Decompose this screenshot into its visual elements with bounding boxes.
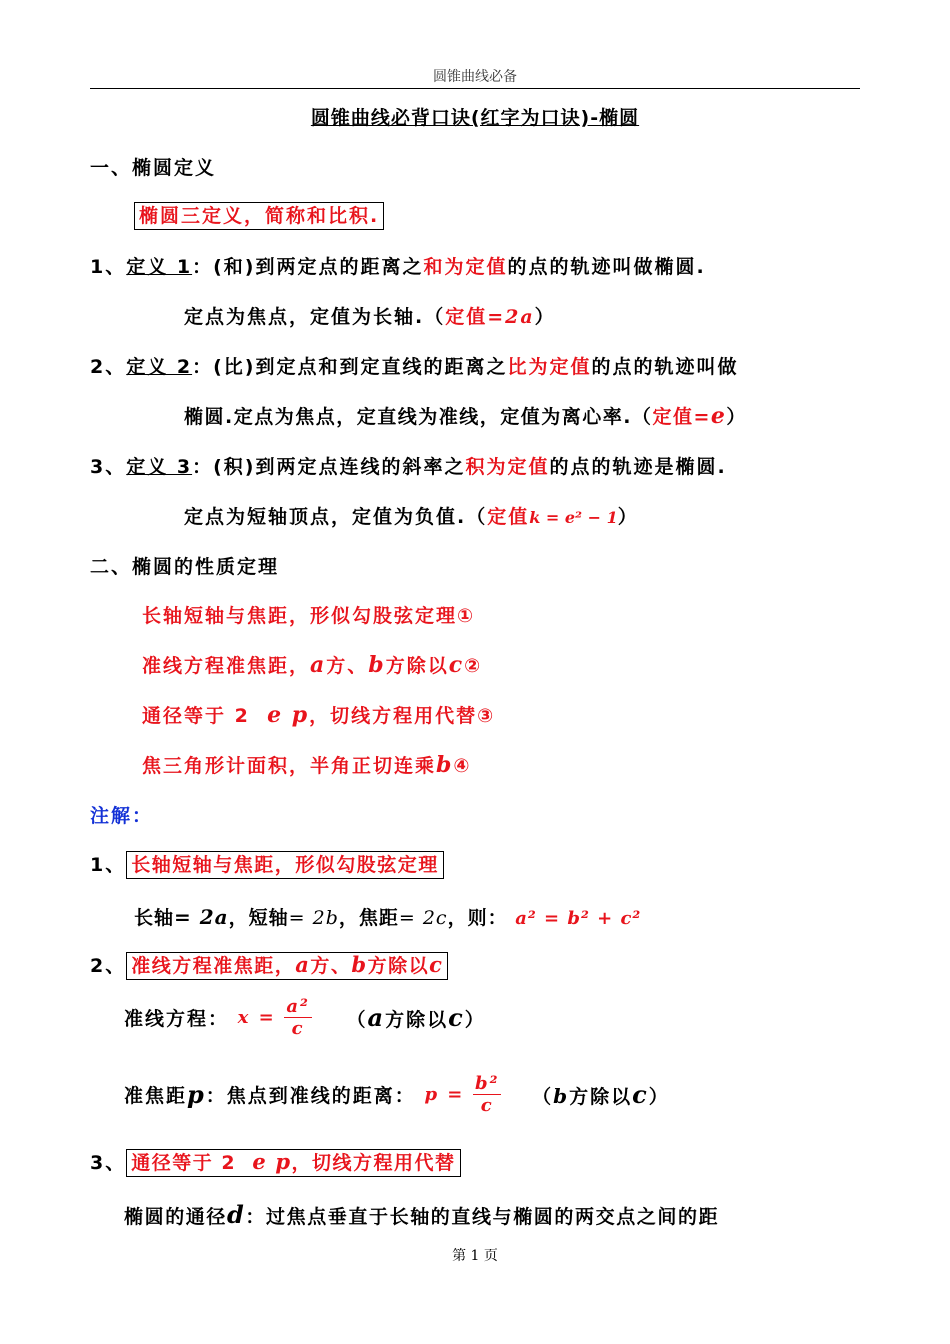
rhyme-line-4: [142, 751, 472, 778]
rhyme2-b: 方、: [326, 655, 369, 677]
notes-label: 注解：: [90, 805, 154, 827]
focal-parameter-line: [124, 1073, 670, 1116]
var-c: c: [429, 952, 444, 977]
p-fraction: [473, 1073, 501, 1116]
var-c: c: [448, 652, 465, 678]
definition-3-line-2: [184, 502, 639, 529]
var-d: d: [227, 1200, 246, 1229]
def2-key: 比为定值: [507, 356, 592, 378]
note2-box-a: 准线方程准焦距，: [131, 955, 296, 977]
def1-line2-red: 定值=: [445, 306, 506, 328]
def3-line2-a: 定点为短轴顶点，定值为负值.（: [184, 506, 488, 528]
p-note-c: ）: [648, 1086, 670, 1108]
def2-line2-b: ）: [726, 406, 747, 428]
note2-box-b: 方、: [310, 955, 352, 977]
p-note-a: （: [532, 1086, 554, 1108]
definition-2-line-2: [184, 402, 747, 429]
var-e: e: [267, 702, 284, 728]
var-a: a: [367, 1003, 386, 1032]
rhyme3-b: ，切线方程用代替③: [309, 705, 496, 727]
box-text: 椭圆三定义，简称和比积.: [134, 202, 384, 230]
def3-line2-b: ）: [617, 506, 639, 528]
definition-3: [90, 452, 727, 479]
def1-line2-b: ）: [534, 306, 556, 328]
p-note: [532, 1080, 670, 1109]
rhyme2-a: 准线方程准焦距，: [142, 655, 311, 677]
eq-lhs: x =: [237, 1007, 276, 1028]
n1-t4: ，则：: [447, 907, 508, 929]
def1-num: 1、: [90, 256, 127, 278]
var-p: p: [275, 1149, 292, 1174]
rhyme2-d: ②: [464, 655, 483, 677]
def2-line2-a: 椭圆.定点为焦点，定直线为准线，定值为离心率.（: [184, 406, 653, 428]
def1-label: 定义 1: [126, 256, 193, 278]
definition-2: [90, 352, 738, 379]
rhyme-box-definitions: [134, 201, 384, 228]
def2-line2-red: 定值=: [652, 406, 711, 428]
eq-denominator: c: [291, 1018, 305, 1039]
var-c: c: [448, 1003, 465, 1032]
page-title: [0, 103, 950, 130]
rhyme-line-1: 长轴短轴与焦距，形似勾股弦定理①: [142, 605, 476, 627]
note-3: [90, 1148, 461, 1175]
p-desc: ：焦点到准线的距离：: [205, 1085, 416, 1107]
latus-rectum-line: [124, 1200, 719, 1229]
def1-key: 和为定值: [423, 256, 508, 278]
eq-note-a: （: [346, 1009, 368, 1031]
def1-line2-a: 定点为焦点，定值为长轴.（: [184, 306, 446, 328]
n1-m2: = 2b: [288, 907, 339, 929]
def2-text-b: 的点的轨迹叫做: [591, 356, 739, 378]
n3-t1: 椭圆的通径: [124, 1206, 228, 1228]
def3-text-a: ：(积)到两定点连线的斜率之: [192, 456, 466, 478]
n1-t3: ，焦距: [338, 907, 399, 929]
note2-box-c: 方除以: [367, 955, 430, 977]
def1-text-b: 的点的轨迹叫做椭圆.: [507, 256, 706, 278]
var-p: p: [291, 702, 310, 728]
p-lhs: p =: [424, 1084, 465, 1105]
p-numerator: b²: [475, 1073, 500, 1094]
directrix-equation-line: [124, 996, 486, 1039]
note-1-formula-line: [134, 903, 641, 930]
def3-key: 积为定值: [465, 456, 550, 478]
note1-box: 长轴短轴与焦距，形似勾股弦定理: [126, 851, 444, 879]
note3-box-b: ，切线方程用代替: [291, 1152, 456, 1174]
rhyme-line-2: [142, 651, 482, 678]
note2-num: 2、: [90, 955, 127, 977]
note-1: [90, 850, 444, 877]
title-text: 圆锥曲线必背口诀(红字为口诀)-椭圆: [310, 107, 640, 129]
var-p: p: [187, 1080, 206, 1109]
n3-t2: ：过焦点垂直于长轴的直线与椭圆的两交点之间的距: [245, 1206, 720, 1228]
rhyme-line-3: [142, 701, 495, 728]
note3-box: [126, 1149, 460, 1177]
def1-text-a: ：(和)到两定点的距离之: [192, 256, 424, 278]
header-rule: [90, 88, 860, 89]
def2-line2-math: e: [710, 403, 727, 429]
eq-note: [346, 1003, 486, 1032]
def3-text-b: 的点的轨迹是椭圆.: [549, 456, 727, 478]
rhyme2-c: 方除以: [385, 655, 449, 677]
eq-note-c: ）: [464, 1009, 486, 1031]
def2-text-a: ：(比)到定点和到定直线的距离之: [192, 356, 508, 378]
def3-line2-math: k = e² − 1: [529, 508, 618, 527]
var-b: b: [436, 752, 454, 778]
rhyme3-a: 通径等于 2: [142, 705, 250, 727]
p-label: 准焦距: [124, 1085, 188, 1107]
def3-num: 3、: [90, 456, 127, 478]
def3-line2-red: 定值: [487, 506, 530, 528]
def3-label: 定义 3: [126, 456, 193, 478]
n1-t2: ，短轴: [228, 907, 289, 929]
n1-m4: a² = b² + c²: [515, 908, 642, 929]
eq-numerator: a²: [286, 996, 310, 1017]
n1-t1: 长轴: [134, 907, 175, 929]
var-c: c: [632, 1080, 649, 1109]
note-2: [90, 951, 448, 978]
note3-box-a: 通径等于 2: [131, 1152, 237, 1174]
var-b: b: [368, 652, 386, 678]
page-header: 圆锥曲线必备: [433, 69, 517, 85]
eq-note-b: 方除以: [385, 1009, 449, 1031]
note1-num: 1、: [90, 854, 127, 876]
var-b: b: [553, 1084, 570, 1108]
var-a: a: [310, 652, 327, 678]
page-footer: 第 1 页: [452, 1248, 498, 1264]
p-denominator: c: [480, 1095, 494, 1116]
var-a: a: [295, 952, 311, 977]
section-1-heading: 一、椭圆定义: [90, 157, 217, 179]
p-note-b: 方除以: [569, 1086, 633, 1108]
rhyme4-a: 焦三角形计面积，半角正切连乘: [142, 755, 437, 777]
eq-fraction: [284, 996, 312, 1039]
def2-label: 定义 2: [126, 356, 193, 378]
def2-num: 2、: [90, 356, 127, 378]
n1-m1: = 2a: [174, 905, 229, 929]
rhyme4-b: ④: [453, 755, 472, 777]
section-2-heading: 二、椭圆的性质定理: [90, 556, 280, 578]
definition-1: [90, 252, 706, 279]
eq-label: 准线方程：: [124, 1008, 230, 1030]
note3-num: 3、: [90, 1152, 127, 1174]
note2-box: [126, 952, 448, 980]
n1-m3: = 2c: [398, 907, 448, 929]
def1-line2-math: 2a: [505, 306, 535, 328]
definition-1-line-2: [184, 302, 556, 329]
var-b: b: [351, 952, 368, 977]
var-e: e: [252, 1149, 268, 1174]
